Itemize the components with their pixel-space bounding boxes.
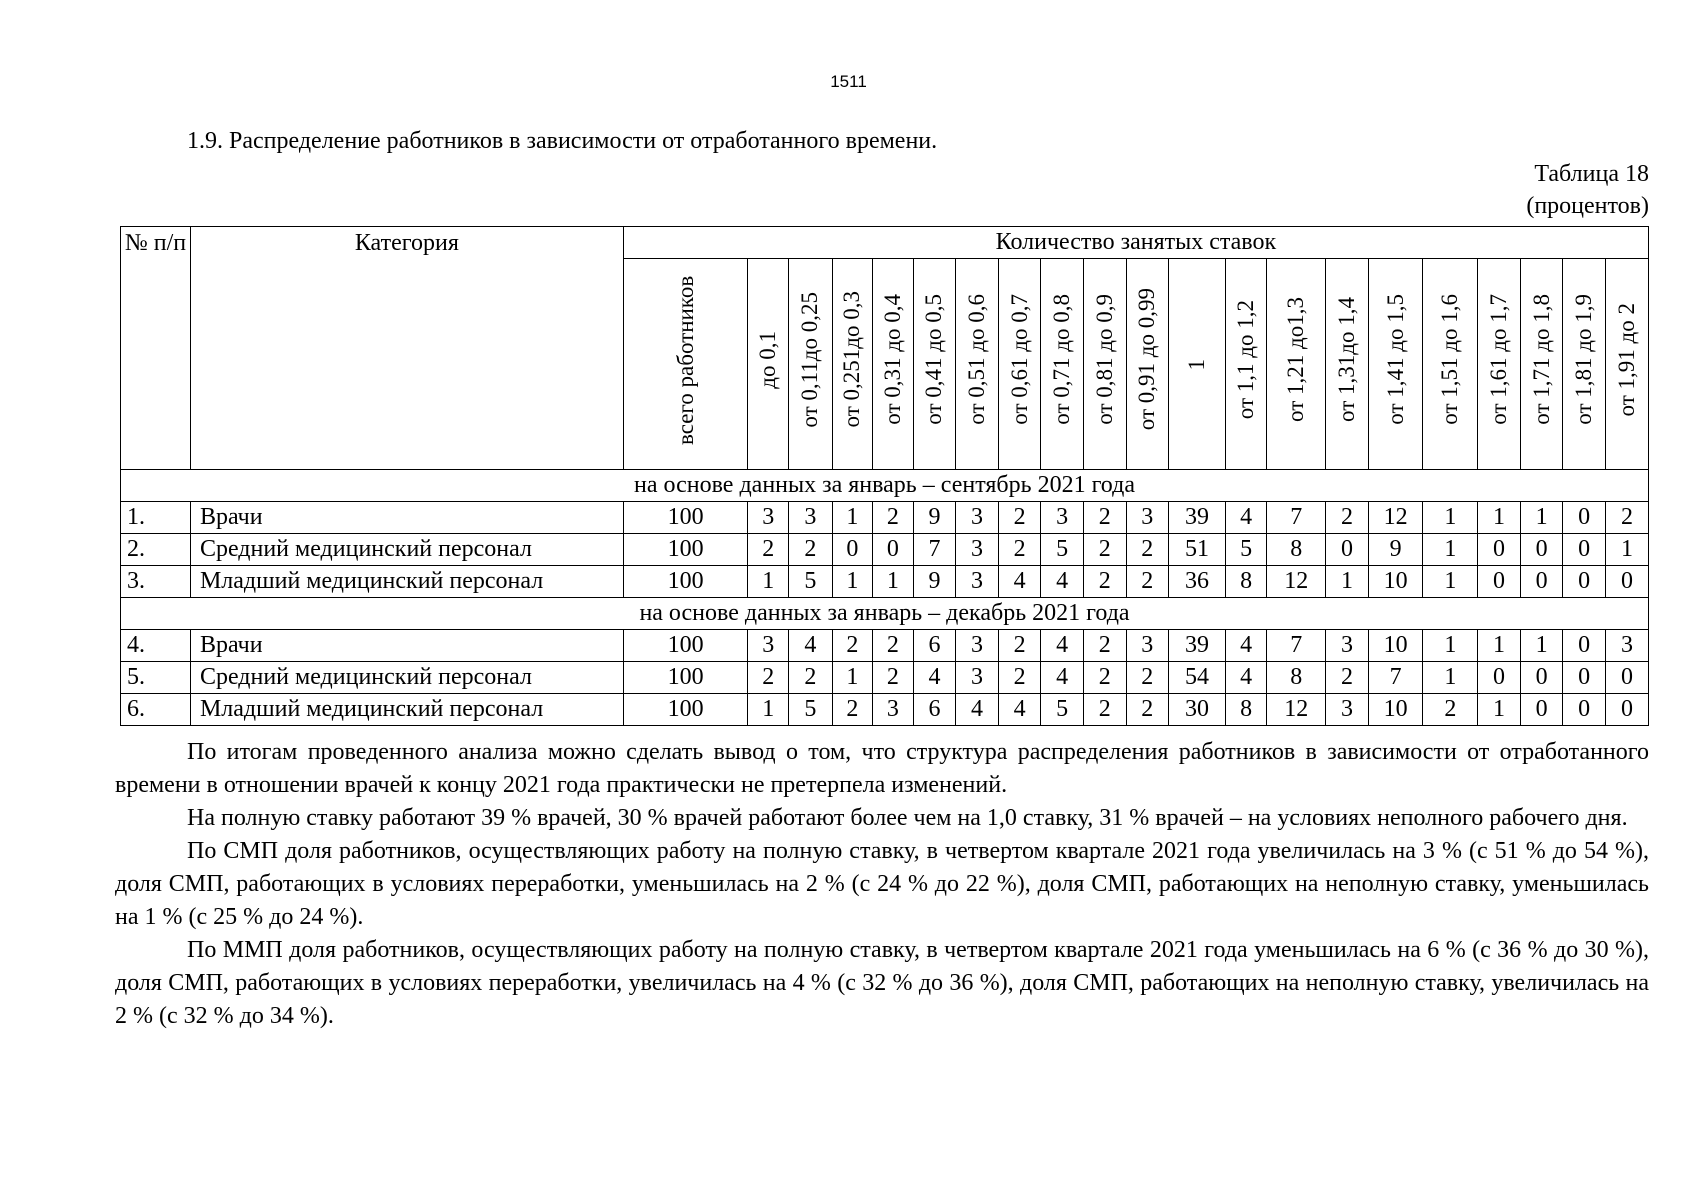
table-cell: 1 [1478, 502, 1521, 534]
table-cell: 1 [1520, 630, 1563, 662]
table-cell: 2 [1126, 694, 1169, 726]
column-header [913, 259, 956, 470]
row-index: 3. [121, 566, 191, 598]
table-cell: 7 [1267, 502, 1326, 534]
table-cell: 5 [1225, 534, 1267, 566]
table-caption-label: Таблица 18 [1534, 161, 1649, 187]
column-header-label: всего работников [672, 274, 698, 445]
table-cell: 8 [1225, 694, 1267, 726]
table-cell: 2 [873, 662, 914, 694]
table-cell: 30 [1169, 694, 1226, 726]
table-cell: 2 [832, 694, 873, 726]
table-cell: 2 [1126, 662, 1169, 694]
table-cell: 3 [956, 630, 999, 662]
column-header-label: от 0,61 до 0,7 [1006, 294, 1032, 425]
table-cell: 100 [623, 502, 748, 534]
table-cell: 1 [832, 502, 873, 534]
table-cell: 1 [1423, 502, 1478, 534]
table-cell: 0 [1563, 694, 1606, 726]
table-cell: 2 [1326, 502, 1369, 534]
table-row [121, 502, 1649, 534]
table-cell: 1 [832, 662, 873, 694]
header-group: Количество занятых ставок [623, 227, 1648, 259]
column-header-label: от 1,21 до1,3 [1283, 297, 1309, 422]
column-header-label: от 1,41 до 1,5 [1382, 294, 1408, 425]
table-cell: 2 [873, 502, 914, 534]
table-cell: 8 [1267, 662, 1326, 694]
table-cell: 100 [623, 662, 748, 694]
column-header [1083, 259, 1126, 470]
table-cell: 5 [789, 694, 833, 726]
table-cell: 3 [956, 662, 999, 694]
table-cell: 4 [1225, 630, 1267, 662]
table-cell: 7 [1267, 630, 1326, 662]
table-cell: 2 [998, 662, 1041, 694]
column-header-label: от 0,81 до 0,9 [1091, 294, 1117, 425]
table-cell: 100 [623, 534, 748, 566]
table-cell: 1 [1605, 534, 1648, 566]
table-cell: 4 [913, 662, 956, 694]
column-header [748, 259, 789, 470]
table-cell: 3 [1605, 630, 1648, 662]
table-cell: 54 [1169, 662, 1226, 694]
table-cell: 2 [1083, 534, 1126, 566]
table-cell: 5 [1041, 534, 1084, 566]
header-row-group [121, 227, 1649, 259]
table-cell: 9 [913, 502, 956, 534]
table-cell: 1 [1423, 662, 1478, 694]
table-cell: 1 [1478, 630, 1521, 662]
table-cell: 3 [748, 502, 789, 534]
body-text [115, 736, 1649, 1033]
table-cell: 2 [998, 630, 1041, 662]
column-header-label: от 1,51 до 1,6 [1437, 294, 1463, 425]
table-cell: 3 [789, 502, 833, 534]
table-cell: 1 [748, 694, 789, 726]
table-cell: 4 [789, 630, 833, 662]
header-category: Категория [190, 227, 623, 470]
column-header [873, 259, 914, 470]
table-cell: 3 [1126, 502, 1169, 534]
table-cell: 2 [998, 534, 1041, 566]
column-header-label: от 1,71 до 1,8 [1528, 294, 1554, 425]
header-num: № п/п [121, 227, 191, 470]
column-header-label: от 0,41 до 0,5 [921, 294, 947, 425]
table-cell: 4 [998, 566, 1041, 598]
table-row [121, 694, 1649, 726]
table-row [121, 662, 1649, 694]
table-cell: 8 [1267, 534, 1326, 566]
row-index: 2. [121, 534, 191, 566]
column-header [1605, 259, 1648, 470]
column-header-label: от 1,91 до 2 [1613, 302, 1639, 417]
table-cell: 0 [1520, 694, 1563, 726]
row-category: Средний медицинский персонал [190, 534, 623, 566]
table-cell: 0 [873, 534, 914, 566]
table-cell: 0 [832, 534, 873, 566]
table-cell: 7 [913, 534, 956, 566]
table-cell: 1 [1326, 566, 1369, 598]
table-cell: 0 [1563, 566, 1606, 598]
table-row [121, 534, 1649, 566]
column-header [998, 259, 1041, 470]
row-index: 6. [121, 694, 191, 726]
table-cell: 9 [913, 566, 956, 598]
table-cell: 3 [1126, 630, 1169, 662]
table-cell: 3 [1041, 502, 1084, 534]
column-header [1041, 259, 1084, 470]
column-header [1478, 259, 1521, 470]
row-index: 1. [121, 502, 191, 534]
table-cell: 1 [1423, 630, 1478, 662]
column-header-label: от 0,71 до 0,8 [1049, 294, 1075, 425]
table-cell: 12 [1368, 502, 1423, 534]
column-header [832, 259, 873, 470]
table-row [121, 566, 1649, 598]
paragraph-4: По ММП доля работников, осуществляющих работу на полную ставку, в четвертом квартале 2021 года уменьшилась на 6 % (с 36 % до 30 %), доля СМП, работающих в условиях переработки, увеличилась на 4 % (с 32 % до 36 %), доля СМП, работающих на неполную ставку, увеличилась на 2 % (с 32 % до 34 %). [115, 937, 1649, 1029]
table-cell: 3 [873, 694, 914, 726]
table-cell: 3 [1326, 630, 1369, 662]
table-cell: 10 [1368, 630, 1423, 662]
table-cell: 4 [956, 694, 999, 726]
table-cell: 10 [1368, 566, 1423, 598]
table-cell: 2 [748, 534, 789, 566]
table-cell: 4 [1225, 502, 1267, 534]
column-header [1126, 259, 1169, 470]
table-cell: 2 [1326, 662, 1369, 694]
table-cell: 4 [1041, 662, 1084, 694]
table-cell: 12 [1267, 566, 1326, 598]
column-header-label: от 1,61 до 1,7 [1486, 294, 1511, 425]
table-cell: 0 [1478, 566, 1521, 598]
column-header-label: от 1,81 до 1,9 [1571, 294, 1597, 425]
column-header-label: от 0,251до 0,3 [839, 291, 865, 428]
table-cell: 1 [748, 566, 789, 598]
row-index: 4. [121, 630, 191, 662]
column-header-label: от 1,31до 1,4 [1333, 297, 1359, 422]
table-cell: 0 [1563, 502, 1606, 534]
paragraph-2: На полную ставку работают 39 % врачей, 30 % врачей работают более чем на 1,0 ставку, 31 % врачей – на условиях неполного рабочего дня. [187, 805, 1628, 831]
table-cell: 2 [1083, 502, 1126, 534]
table-cell: 6 [913, 694, 956, 726]
row-index: 5. [121, 662, 191, 694]
column-header-label: до 0,1 [755, 330, 781, 389]
table-cell: 0 [1520, 566, 1563, 598]
column-header-label: от 0,31 до 0,4 [879, 294, 905, 425]
table-cell: 0 [1563, 662, 1606, 694]
table-cell: 0 [1520, 534, 1563, 566]
table-cell: 2 [832, 630, 873, 662]
row-category: Средний медицинский персонал [190, 662, 623, 694]
table-cell: 2 [1083, 662, 1126, 694]
distribution-table [120, 226, 1649, 726]
table-cell: 0 [1478, 662, 1521, 694]
table-cell: 1 [1520, 502, 1563, 534]
table-cell: 2 [998, 502, 1041, 534]
table-cell: 1 [1423, 566, 1478, 598]
paragraph-1: По итогам проведенного анализа можно сделать вывод о том, что структура распределения работников в зависимости от отработанного времени в отношении врачей к концу 2021 года практически не претерпела изменений. [115, 739, 1649, 798]
table-cell: 3 [956, 534, 999, 566]
table-cell: 4 [998, 694, 1041, 726]
page-number: 1511 [830, 72, 867, 91]
table-cell: 0 [1563, 534, 1606, 566]
table-cell: 7 [1368, 662, 1423, 694]
column-header [1368, 259, 1423, 470]
table-cell: 0 [1605, 694, 1648, 726]
table-cell: 0 [1326, 534, 1369, 566]
table-cell: 4 [1041, 566, 1084, 598]
column-header-label: от 1,1 до 1,2 [1233, 299, 1259, 420]
table-cell: 3 [956, 566, 999, 598]
table-cell: 4 [1225, 662, 1267, 694]
column-header [623, 259, 748, 470]
table-cell: 100 [623, 630, 748, 662]
table-cell: 2 [1083, 566, 1126, 598]
table-cell: 1 [873, 566, 914, 598]
column-header-label: от 0,51 до 0,6 [964, 294, 990, 425]
table-cell: 5 [789, 566, 833, 598]
table-cell: 0 [1563, 630, 1606, 662]
table-cell: 36 [1169, 566, 1226, 598]
table-cell: 2 [789, 662, 833, 694]
table-cell: 9 [1368, 534, 1423, 566]
table-cell: 2 [1126, 534, 1169, 566]
column-header [956, 259, 999, 470]
row-category: Младший медицинский персонал [190, 566, 623, 598]
table-cell: 39 [1169, 502, 1226, 534]
table-cell: 5 [1041, 694, 1084, 726]
paragraph-3: По СМП доля работников, осуществляющих работу на полную ставку, в четвертом квартале 2021 года увеличилась на 3 % (с 51 % до 54 %), доля СМП, работающих в условиях переработки, уменьшилась на 2 % (с 24 % до 22 %), доля СМП, работающих на неполную ставку, уменьшилась на 1 % (с 25 % до 24 %). [115, 838, 1649, 930]
table-cell: 1 [1423, 534, 1478, 566]
table-cell: 2 [748, 662, 789, 694]
table-cell: 4 [1041, 630, 1084, 662]
table-cell: 3 [748, 630, 789, 662]
table-cell: 2 [1083, 630, 1126, 662]
column-header-label: 1 [1183, 359, 1209, 371]
column-header [1169, 259, 1226, 470]
table-cell: 12 [1267, 694, 1326, 726]
table-cell: 2 [1605, 502, 1648, 534]
table-cell: 51 [1169, 534, 1226, 566]
section-title: 1.9. Распределение работников в зависимости от отработанного времени. [187, 128, 938, 154]
section-row [121, 470, 1649, 502]
table-cell: 2 [1083, 694, 1126, 726]
table-cell: 1 [1478, 694, 1521, 726]
table-cell: 2 [1126, 566, 1169, 598]
column-header [1520, 259, 1563, 470]
table-cell: 0 [1605, 566, 1648, 598]
table-cell: 10 [1368, 694, 1423, 726]
table-cell: 3 [1326, 694, 1369, 726]
table-cell: 2 [789, 534, 833, 566]
column-header [789, 259, 833, 470]
table-row [121, 630, 1649, 662]
table-cell: 6 [913, 630, 956, 662]
table-cell: 2 [1423, 694, 1478, 726]
column-header [1423, 259, 1478, 470]
row-category: Врачи [190, 502, 623, 534]
table-cell: 2 [873, 630, 914, 662]
table-cell: 39 [1169, 630, 1226, 662]
table-cell: 100 [623, 566, 748, 598]
column-header [1563, 259, 1606, 470]
table-unit: (процентов) [1526, 193, 1649, 219]
table-cell: 1 [832, 566, 873, 598]
row-category: Врачи [190, 630, 623, 662]
column-header-label: от 0,11до 0,25 [797, 291, 823, 428]
section-row [121, 598, 1649, 630]
table-cell: 0 [1478, 534, 1521, 566]
column-header [1326, 259, 1369, 470]
section-title: на основе данных за январь – декабрь 2021 года [121, 598, 1649, 630]
table-cell: 0 [1605, 662, 1648, 694]
table-cell: 8 [1225, 566, 1267, 598]
table-cell: 100 [623, 694, 748, 726]
section-title: на основе данных за январь – сентябрь 2021 года [121, 470, 1649, 502]
table-caption [1526, 158, 1649, 222]
column-header [1267, 259, 1326, 470]
column-header [1225, 259, 1267, 470]
column-header-label: от 0,91 до 0,99 [1134, 288, 1160, 431]
table-cell: 0 [1520, 662, 1563, 694]
table-cell: 3 [956, 502, 999, 534]
row-category: Младший медицинский персонал [190, 694, 623, 726]
